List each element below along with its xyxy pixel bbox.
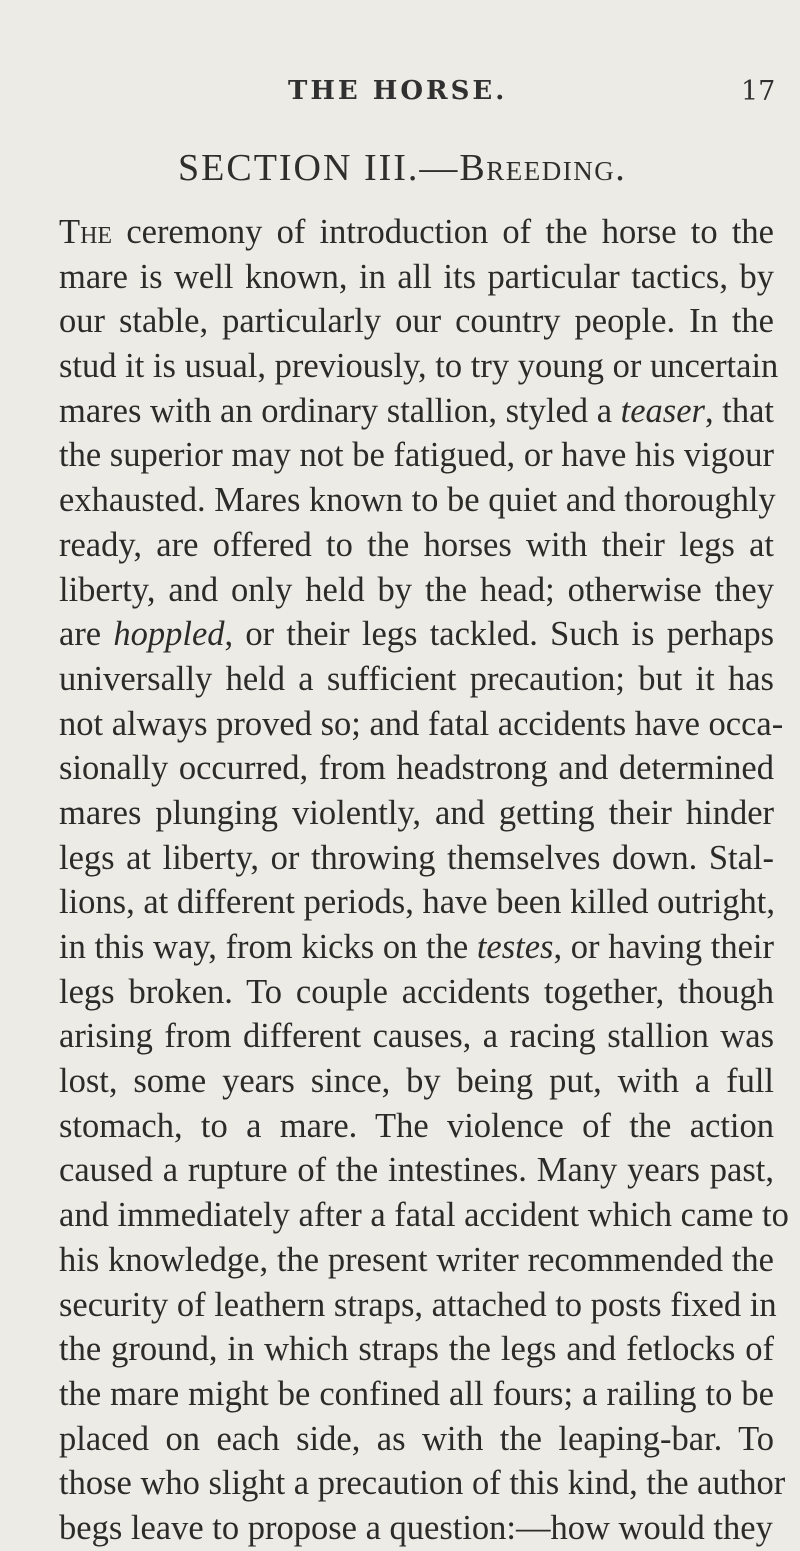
line-text: his knowledge, the present writer recommended the — [59, 1240, 774, 1279]
text-line — [59, 791, 774, 836]
text-line — [59, 299, 774, 344]
line-text: caused a rupture of the intestines. Many years past, — [59, 1151, 774, 1190]
line-text: the superior may not be fatigued, or have his vigour — [59, 436, 774, 475]
text-line — [59, 1059, 774, 1104]
line-text: the ground, in which straps the legs and fetlocks of — [59, 1330, 774, 1369]
body-paragraph — [59, 210, 789, 1551]
section-number: SECTION III.— — [178, 147, 460, 189]
text-line — [59, 389, 774, 434]
text-line — [59, 433, 774, 478]
text-line — [59, 1148, 774, 1193]
line-text: security of leathern straps, attached to posts fixed in — [59, 1285, 777, 1324]
line-text: mares with an ordinary stallion, styled a — [59, 391, 621, 430]
section-heading — [178, 146, 626, 190]
text-line — [59, 1417, 774, 1462]
line-text: liberty, and only held by the head; otherwise they — [59, 570, 774, 609]
text-line — [59, 1014, 774, 1059]
lead-word: The — [59, 213, 113, 251]
running-head — [0, 76, 800, 116]
line-text: lions, at different periods, have been killed outright, — [59, 883, 776, 922]
line-text-tail: , that — [704, 391, 774, 430]
text-line — [59, 1193, 789, 1238]
line-text: legs broken. To couple accidents together, though — [59, 972, 774, 1011]
line-text: mare is well known, in all its particular tactics, by — [59, 257, 774, 296]
text-line — [59, 1506, 773, 1551]
text-line — [59, 1461, 786, 1506]
text-line — [59, 746, 774, 791]
text-line — [59, 836, 774, 881]
line-text: in this way, from kicks on the — [59, 928, 477, 966]
line-text: stud it is usual, previously, to try young or uncertain — [59, 347, 779, 386]
text-line — [59, 925, 774, 970]
line-text: and immediately after a fatal accident which came to — [59, 1196, 789, 1235]
running-title: THE HORSE. — [288, 76, 508, 106]
line-text: those who slight a precaution of this kind, the author — [59, 1464, 786, 1503]
text-line — [59, 880, 774, 925]
line-text: are — [59, 615, 114, 654]
text-line — [59, 1283, 777, 1328]
text-line — [59, 1372, 774, 1417]
italic-term: testes — [476, 928, 554, 966]
text-line — [59, 478, 774, 523]
section-title: Breeding. — [459, 147, 627, 189]
text-line — [59, 255, 774, 300]
text-line — [59, 210, 774, 255]
text-line — [59, 523, 774, 568]
line-text: lost, some years since, by being put, with a full — [59, 1062, 774, 1101]
line-text: placed on each side, as with the leaping-bar. To — [59, 1419, 774, 1458]
line-text: universally held a sufficient precaution; but it has — [59, 659, 774, 698]
line-text: sionally occurred, from headstrong and determined — [59, 749, 774, 788]
line-text: our stable, particularly our country people. In the — [59, 302, 774, 341]
line-text: not always proved so; and fatal accidents have occa- — [59, 704, 784, 743]
text-line — [59, 702, 784, 747]
line-text: begs leave to propose a question:—how would they — [59, 1508, 773, 1547]
line-text: mares plunging violently, and getting their hinder — [59, 793, 774, 832]
line-text: legs at liberty, or throwing themselves down. Stal- — [59, 838, 774, 877]
italic-term: teaser — [620, 391, 705, 430]
text-line — [59, 568, 774, 613]
page-number: 17 — [741, 76, 776, 107]
line-text: stomach, to a mare. The violence of the action — [59, 1106, 774, 1145]
text-line — [59, 657, 774, 702]
line-text-tail: , or having their — [553, 928, 774, 966]
text-line — [59, 1327, 774, 1372]
line-text: exhausted. Mares known to be quiet and thoroughly — [59, 481, 776, 520]
line-text: arising from different causes, a racing stallion was — [59, 1017, 774, 1056]
line-text-tail: , or their legs tackled. Such is perhaps — [224, 615, 774, 654]
text-line — [59, 970, 774, 1015]
text-line — [59, 612, 774, 657]
italic-term: hoppled — [113, 615, 225, 654]
line-text: the mare might be confined all fours; a railing to be — [59, 1374, 774, 1413]
line-text: ready, are offered to the horses with their legs at — [59, 525, 774, 564]
line-text: ceremony of introduction of the horse to the — [112, 213, 774, 251]
text-line — [59, 1104, 774, 1149]
text-line — [59, 1238, 774, 1283]
text-line — [59, 344, 779, 389]
